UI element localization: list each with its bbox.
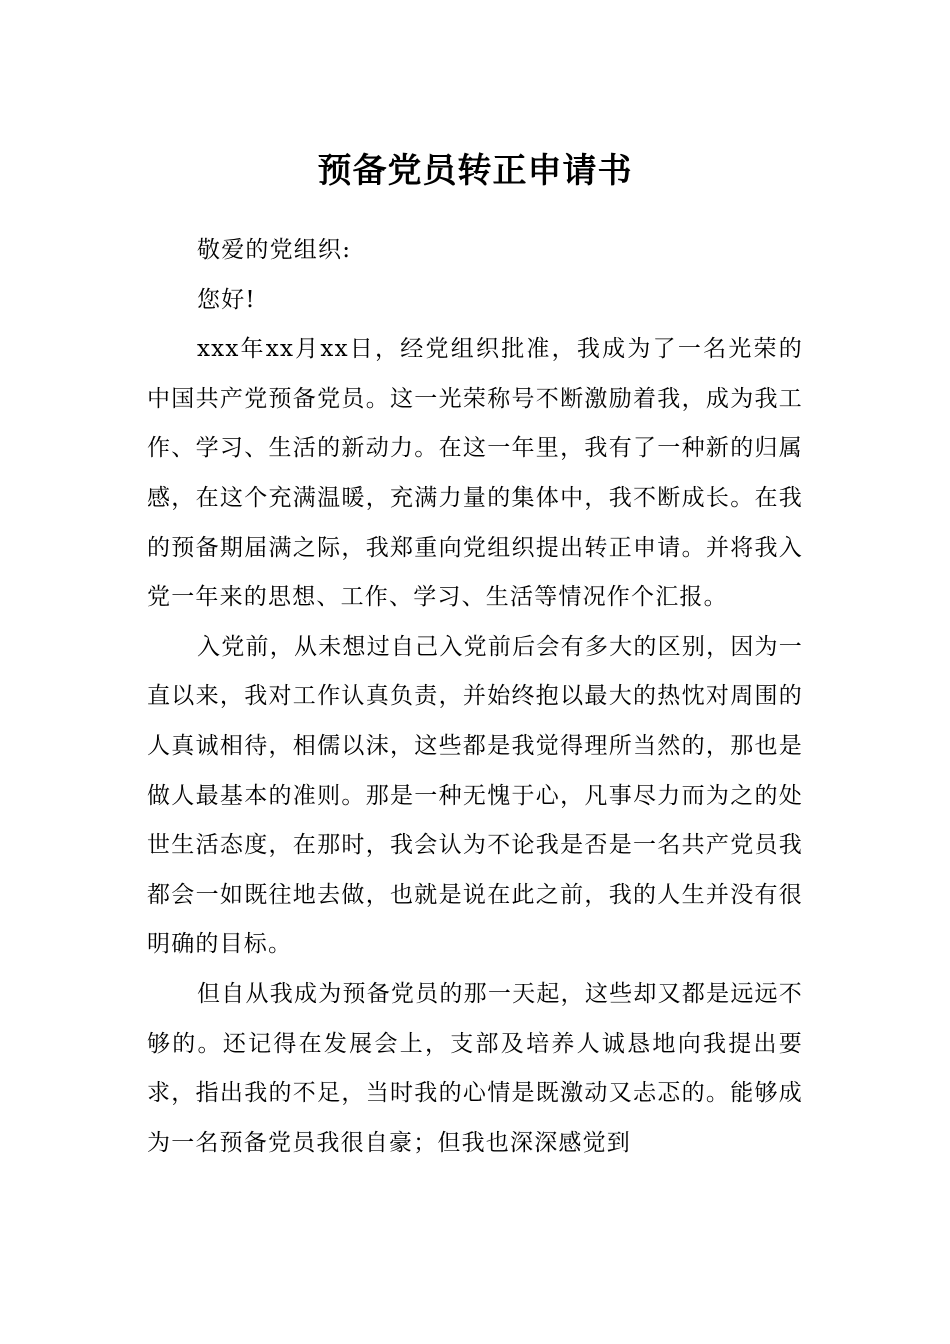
greeting: 您好!: [197, 286, 256, 313]
paragraph: 入党前，从未想过自己入党前后会有多大的区别，因为一直以来，我对工作认真负责，并始终抱以最大的热忱对周围的人真诚相待，相儒以沫，这些都是我觉得理所当然的，那也是做人最基本的准则。那是一种无愧于心，凡事尽力而为之的处世生活态度，在那时，我会认为不论我是否是一名共产党员我都会一如既往地去做，也就是说在此之前，我的人生并没有很明确的目标。: [147, 633, 803, 958]
document-body: [147, 226, 803, 1168]
salutation: 敬爱的党组织:: [197, 237, 352, 263]
paragraph: xxx年xx月xx日，经党组织批准，我成为了一名光荣的中国共产党预备党员。这一光荣称号不断激励着我，成为我工作、学习、生活的新动力。在这一年里，我有了一种新的归属感，在这个充满温暖，充满力量的集体中，我不断成长。在我的预备期届满之际，我郑重向党组织提出转正申请。并将我入党一年来的思想、工作、学习、生活等情况作个汇报。: [147, 336, 803, 611]
paragraph: 但自从我成为预备党员的那一天起，这些却又都是远远不够的。还记得在发展会上，支部及培养人诚恳地向我提出要求，指出我的不足，当时我的心情是既激动又忐忑的。能够成为一名预备党员我很自豪；但我也深深感觉到: [147, 980, 803, 1156]
document-title: 预备党员转正申请书: [317, 151, 633, 191]
